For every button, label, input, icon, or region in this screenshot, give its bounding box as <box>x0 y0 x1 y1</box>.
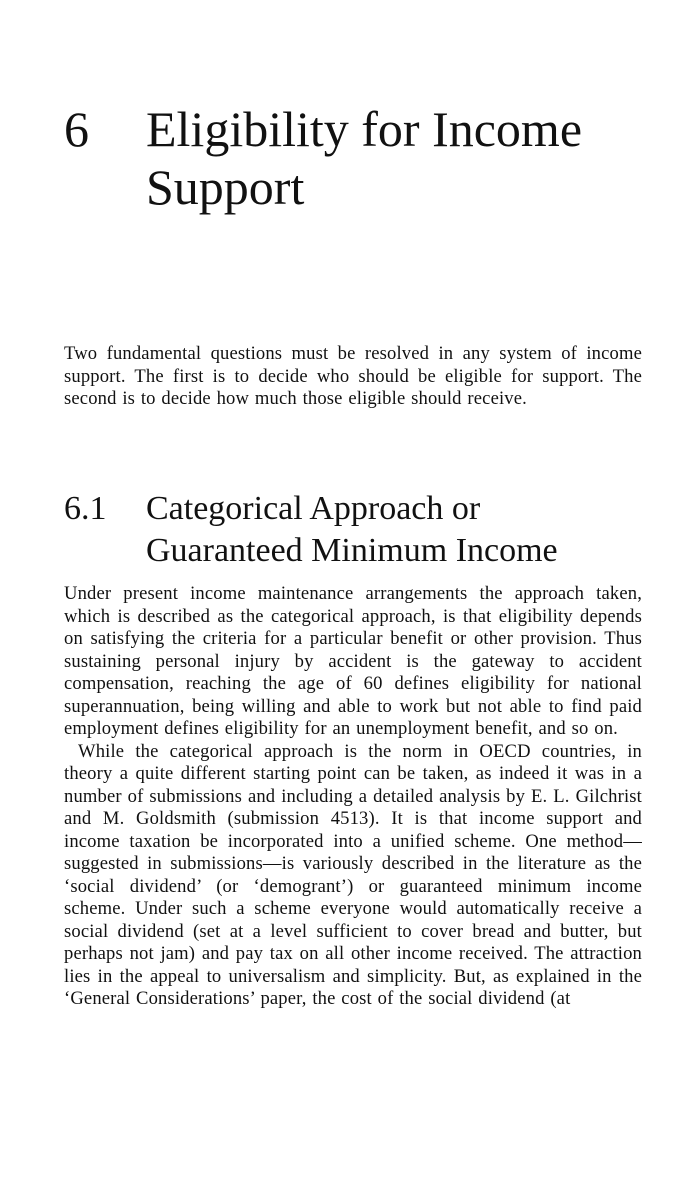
section-title: Categorical Approach or Guaranteed Minimum Income <box>146 490 558 569</box>
section-body <box>64 583 642 1011</box>
section-heading <box>64 488 642 572</box>
section-number: 6.1 <box>64 490 107 527</box>
body-paragraph: While the categorical approach is the norm in OECD countries, in theory a quite different starting point can be taken, as indeed it was in a number of submissions and including a detailed analysis by E. L. Gilchrist and M. Goldsmith (submission 4513). It is that income support and income taxation be incorporated into a unified scheme. One method—suggested in submissions—is variously described in the literature as the ‘social dividend’ (or ‘demogrant’) or guaranteed minimum income scheme. Under such a scheme everyone would automatically receive a social dividend (set at a level sufficient to cover bread and butter, but perhaps not jam) and pay tax on all other income received. The attraction lies in the appeal to universalism and simplicity. But, as explained in the ‘General Considerations’ paper, the cost of the social dividend (at <box>64 740 642 1009</box>
intro-section <box>64 343 642 411</box>
intro-paragraph: Two fundamental questions must be resolved in any system of income support. The first is to decide who should be eligible for support. The second is to decide how much those eligible should receive. <box>64 343 642 409</box>
chapter-number: 6 <box>64 101 89 157</box>
chapter-title: Eligibility for Income Support <box>146 101 583 215</box>
body-paragraph: Under present income maintenance arrangements the approach taken, which is described as the categorical approach, is that eligibility depends on satisfying the criteria for a particular benefit or other provision. Thus sustaining personal injury by accident is the gateway to accident compensation, reaching the age of 60 defines eligibility for national superannuation, being willing and able to work but not able to find paid employment defines eligibility for an unemployment benefit, and so on. <box>64 583 642 739</box>
chapter-heading <box>64 100 642 216</box>
